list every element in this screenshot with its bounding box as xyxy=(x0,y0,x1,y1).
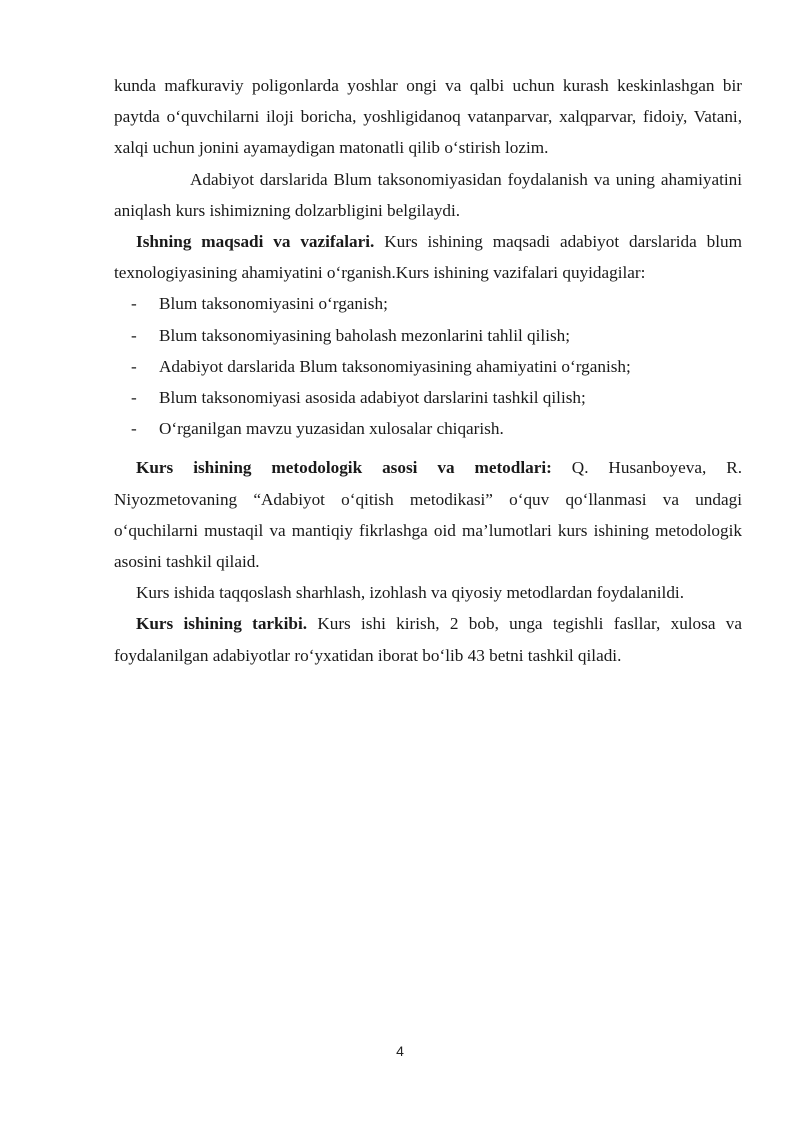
list-item-text: Blum taksonomiyasining baholash mezonlarini tahlil qilish; xyxy=(159,325,571,345)
dash-marker: - xyxy=(131,294,137,314)
paragraph-methods: Kurs ishida taqqoslash sharhlash, izohlash va qiyosiy metodlardan foydalanildi. xyxy=(136,583,684,603)
paragraph-goals xyxy=(114,226,742,288)
goals-heading: Ishning maqsadi va vazifalari. xyxy=(136,232,375,252)
list-item-text: Blum taksonomiyasini o‘rganish; xyxy=(159,294,388,314)
paragraph-relevance: Adabiyot darslarida Blum taksonomiyasidan foydalanish va uning ahamiyatini aniqlash kurs ishimizning dolzarbligini belgilaydi. xyxy=(114,169,742,220)
list-item xyxy=(114,320,742,351)
dash-marker: - xyxy=(131,388,137,408)
tasks-list xyxy=(114,288,742,444)
page-number: 4 xyxy=(396,1043,404,1059)
goals-text: Kurs ishining maqsadi adabiyot darslarida blum texnologiyasining ahamiyatini o‘rganish.Kurs ishining vazifalari quyidagilar: xyxy=(114,232,742,283)
list-item xyxy=(114,413,742,444)
structure-text: Kurs ishi kirish, 2 bob, unga tegishli fasllar, xulosa va foydalanilgan adabiyotlar ro‘yxatidan iborat bo‘lib 43 betni tashkil qiladi. xyxy=(114,614,742,665)
document-page xyxy=(114,70,742,671)
list-item-text: Adabiyot darslarida Blum taksonomiyasining ahamiyatini o‘rganish; xyxy=(159,356,631,376)
list-item xyxy=(114,382,742,413)
dash-marker: - xyxy=(131,325,137,345)
methodology-text: Q. Husanboyeva, R. Niyozmetovaning “Adabiyot o‘qitish metodikasi” o‘quv qo‘llanmasi va undagi o‘quchilarni mustaqil va mantiqiy fikrlashga oid ma’lumotlari kurs ishining metodologik asosini tashkil qilaid. xyxy=(114,458,742,572)
list-item-text: O‘rganilgan mavzu yuzasidan xulosalar chiqarish. xyxy=(159,419,504,439)
dash-marker: - xyxy=(131,419,137,439)
list-item-text: Blum taksonomiyasi asosida adabiyot darslarini tashkil qilish; xyxy=(159,388,586,408)
list-item xyxy=(114,351,742,382)
paragraph-intro-continuation: kunda mafkuraviy poligonlarda yoshlar ongi va qalbi uchun kurash keskinlashgan bir paytda o‘quvchilarni iloji boricha, yoshligidanoq vatanparvar, xalqparvar, fidoiy, Vatani, xalqi uchun jonini ayamaydigan matonatli qilib o‘stirish lozim. xyxy=(114,76,742,158)
paragraph-methodology xyxy=(114,452,742,577)
paragraph-structure xyxy=(114,608,742,670)
list-item xyxy=(114,288,742,319)
methodology-heading: Kurs ishining metodologik asosi va metodlari: xyxy=(136,458,552,478)
dash-marker: - xyxy=(131,356,137,376)
structure-heading: Kurs ishining tarkibi. xyxy=(136,614,308,634)
